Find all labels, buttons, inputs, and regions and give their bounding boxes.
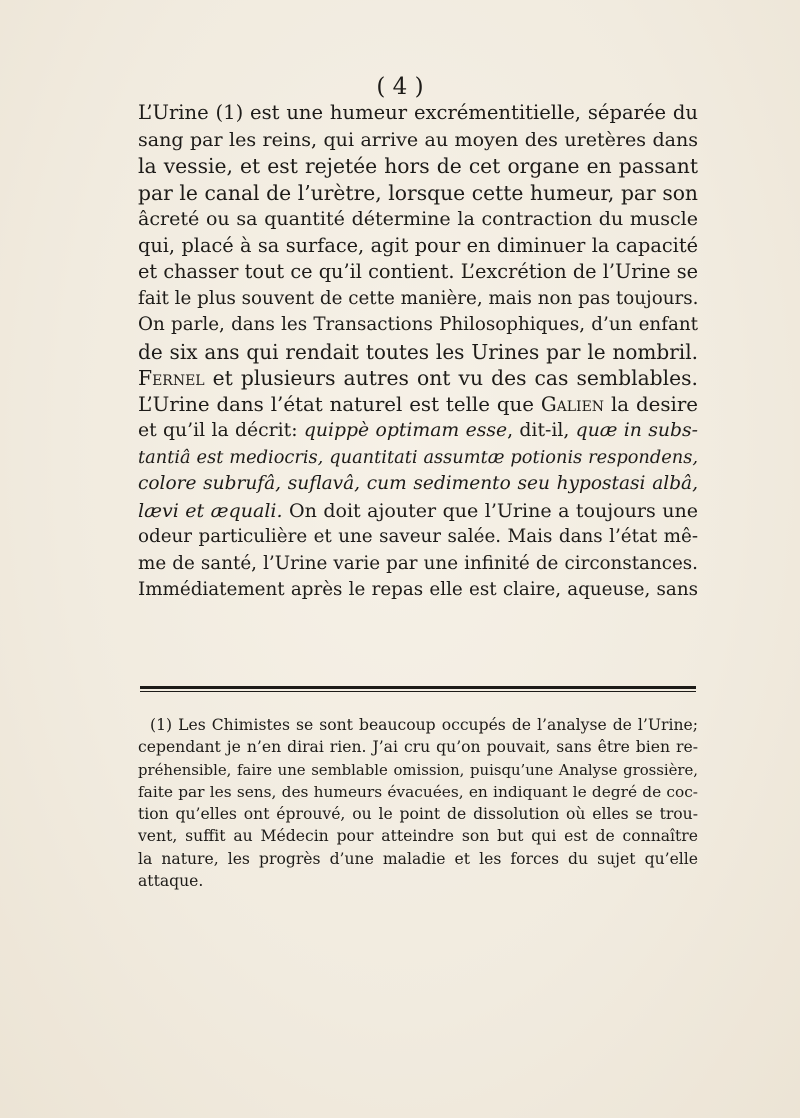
footnote-line: la nature, les progrès d’une maladie et les forces du sujet qu’elle bbox=[138, 849, 698, 868]
footnote-divider-thin bbox=[140, 691, 696, 692]
text-line: L’Urine dans l’état naturel est telle que Galien la desire bbox=[138, 392, 698, 416]
text-line: lævi et æquali. On doit ajouter que l’Urine a toujours une bbox=[138, 499, 698, 522]
latin-quote: lævi et æquali. bbox=[138, 499, 283, 522]
author-name-galien: Galien bbox=[540, 392, 605, 416]
text-line: Fernel et plusieurs autres ont vu des cas semblables. bbox=[138, 366, 698, 390]
latin-quote: quæ in subs- bbox=[575, 420, 698, 441]
latin-quote-line: colore subrufâ, suflavâ, cum sedimento seu hypostasi albâ, bbox=[138, 473, 698, 494]
text-line: fait le plus souvent de cette manière, mais non pas toujours. bbox=[138, 287, 699, 309]
text-line: Immédiatement après le repas elle est claire, aqueuse, sans bbox=[138, 579, 698, 600]
footnote-line: tion qu’elles ont éprouvé, ou le point de dissolution où elles se trou- bbox=[138, 805, 698, 824]
text-line: On parle, dans les Transactions Philosophiques, d’un enfant bbox=[138, 314, 698, 335]
text-line: la vessie, et est rejetée hors de cet organe en passant bbox=[138, 154, 698, 178]
text-line: sang par les reins, qui arrive au moyen des uretères dans bbox=[138, 128, 698, 151]
text-line: odeur particulière et une saveur salée. Mais dans l’état mê- bbox=[138, 526, 698, 547]
footnote-line: faite par les sens, des humeurs évacuées, en indiquant le degré de coc- bbox=[138, 782, 698, 801]
text-line: et qu’il la décrit: quippè optimam esse, dit-il, quæ in subs- bbox=[138, 420, 698, 441]
page-number: ( 4 ) bbox=[376, 74, 424, 100]
footnote bbox=[138, 714, 698, 892]
main-text bbox=[138, 100, 698, 604]
text-line: qui, placé à sa surface, agit pour en diminuer la capacité bbox=[138, 233, 698, 257]
text-line: L’Urine (1) est une humeur excrémentitielle, séparée du bbox=[138, 101, 698, 124]
author-name-fernel: Fernel bbox=[138, 366, 205, 390]
text-line: me de santé, l’Urine varie par une infinité de circonstances. bbox=[138, 552, 698, 574]
text-line: âcreté ou sa quantité détermine la contraction du muscle bbox=[138, 208, 698, 230]
text-line: par le canal de l’urètre, lorsque cette humeur, par son bbox=[138, 180, 698, 205]
text-line: et chasser tout ce qu’il contient. L’excrétion de l’Urine se bbox=[138, 260, 698, 283]
latin-quote: quippè optimam esse bbox=[303, 420, 508, 441]
footnote-line: (1) Les Chimistes se sont beaucoup occupés de l’analyse de l’Urine; bbox=[150, 716, 698, 734]
footnote-line: préhensible, faire une semblable omission, puisqu’une Analyse grossière, bbox=[138, 760, 698, 779]
text-line: de six ans qui rendait toutes les Urines par le nombril. bbox=[138, 339, 698, 364]
latin-quote-line: tantiâ est mediocris, quantitati assumtæ potionis respondens, bbox=[138, 446, 698, 468]
footnote-divider bbox=[140, 686, 696, 689]
footnote-line: vent, suffit au Médecin pour atteindre son but qui est de connaître bbox=[138, 827, 698, 846]
footnote-line: cependant je n’en dirai rien. J’ai cru qu’on pouvait, sans être bien re- bbox=[138, 738, 698, 757]
footnote-line: attaque. bbox=[138, 872, 204, 891]
